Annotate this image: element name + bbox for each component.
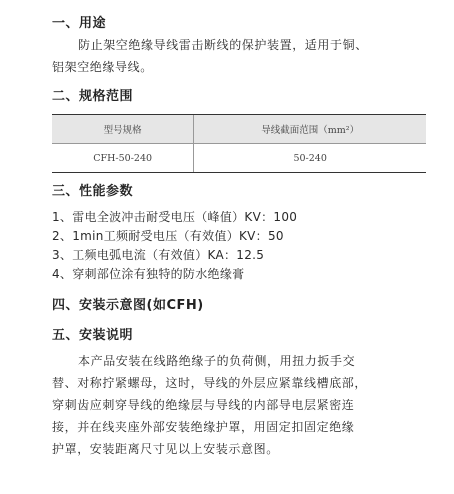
list-item: 1、雷电全波冲击耐受电压（峰值）KV：100 [52,210,298,224]
section-heading-install: 五、安装说明 [52,328,134,343]
list-item: 2、1min工频耐受电压（有效值）KV：50 [52,229,284,243]
table-cell-range: 50-240 [194,144,426,173]
section-heading-performance: 三、性能参数 [52,184,134,199]
usage-paragraph [52,34,440,78]
table-cell-model: CFH-50-240 [52,144,194,173]
list-item: 4、穿刺部位涂有独特的防水绝缘膏 [52,267,245,281]
usage-line: 铝架空绝缘导线。 [52,60,153,74]
install-paragraph [52,350,440,460]
list-item: 3、工频电弧电流（有效值）KA：12.5 [52,248,265,262]
install-line: 替、对称拧紧螺母，这时，导线的外层应紧靠线槽底部， [52,376,368,390]
install-line: 穿刺齿应刺穿导线的绝缘层与导线的内部导电层紧密连 [52,398,355,412]
table-header-model: 型号规格 [52,115,194,144]
table-header-range: 导线截面范围（mm²） [194,115,426,144]
section-heading-diagram: 四、安装示意图(如CFH) [52,298,204,313]
spec-table [52,114,426,173]
section-heading-spec: 二、规格范围 [52,89,134,104]
install-line: 本产品安装在线路绝缘子的负荷侧，用扭力扳手交 [78,354,356,368]
install-line: 接，并在线夹座外部安装绝缘护罩，用固定扣固定绝缘 [52,420,355,434]
section-heading-usage: 一、用途 [52,16,107,31]
performance-list [52,208,297,284]
usage-line: 防止架空绝缘导线雷击断线的保护装置，适用于铜、 [78,38,368,52]
table-header-row [52,115,426,144]
table-row [52,144,426,173]
install-line: 护罩，安装距离尺寸见以上安装示意图。 [52,442,279,456]
